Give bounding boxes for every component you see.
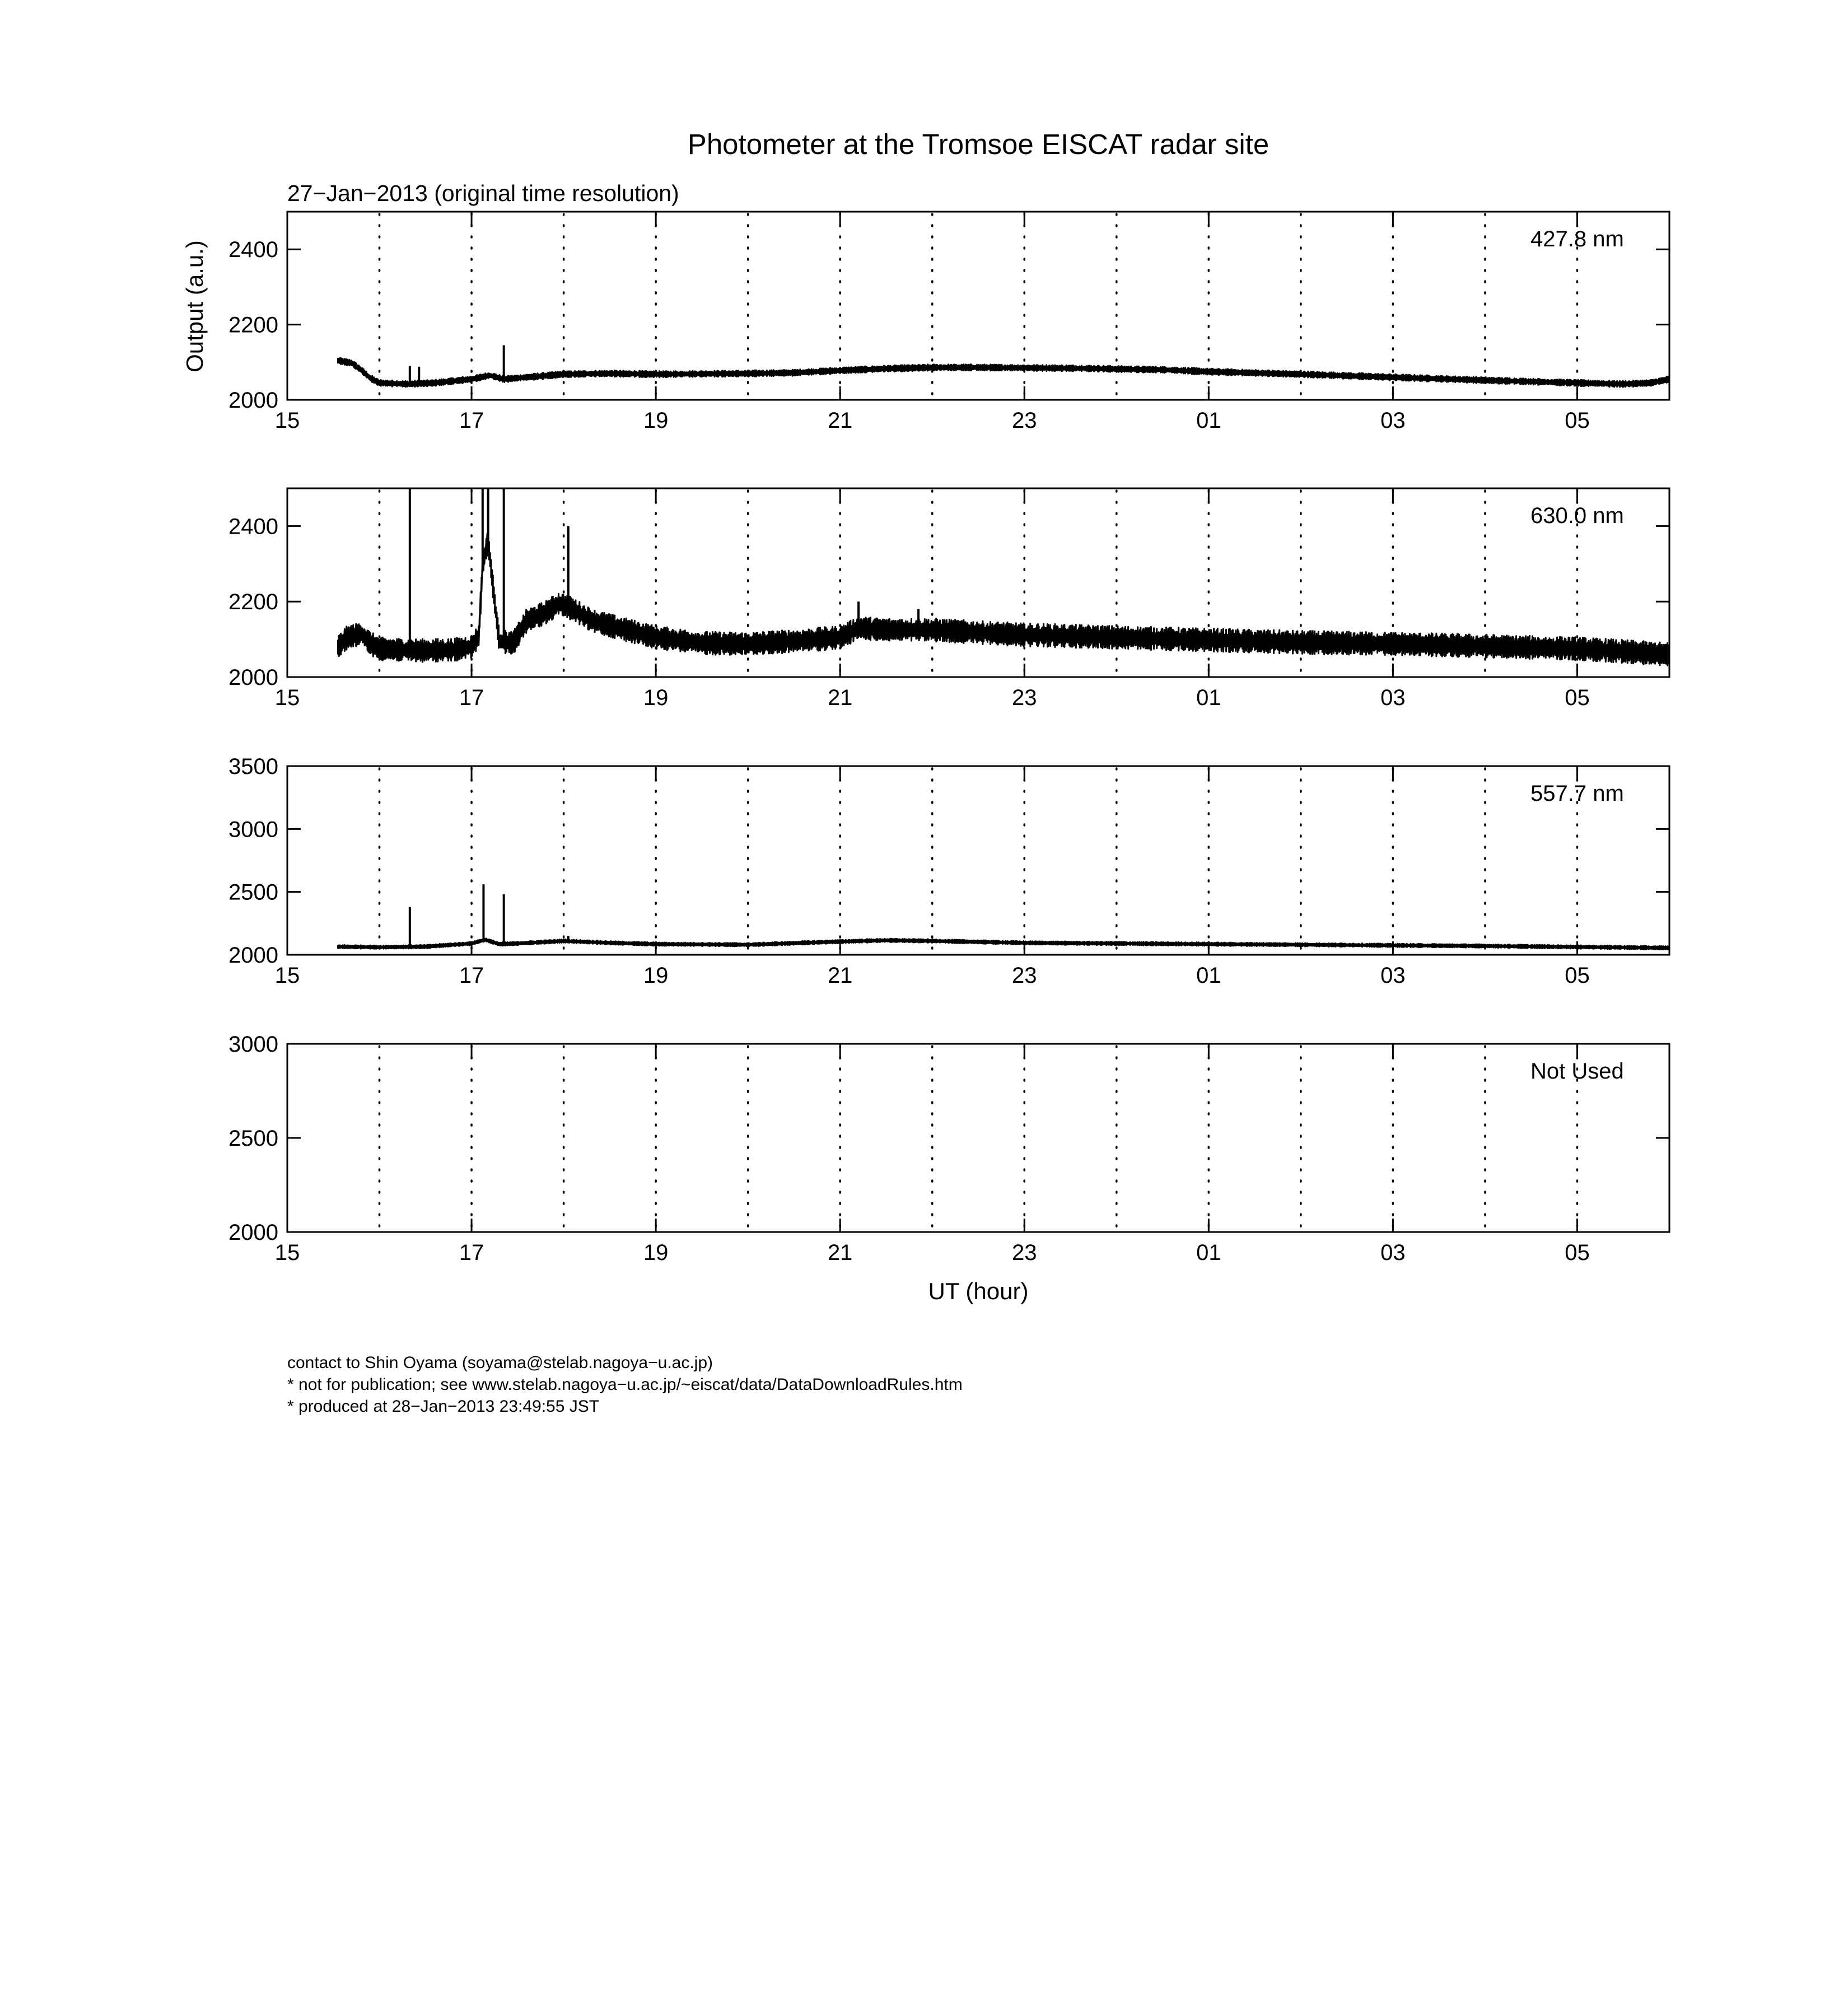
x-tick-label: 15 [274,1240,300,1265]
footer-rules: * not for publication; see www.stelab.nagoya−u.ac.jp/~eiscat/data/DataDownloadRules.htm [287,1375,963,1394]
y-tick-label: 3000 [228,817,278,842]
y-tick-label: 2400 [228,514,278,539]
panel-4 [228,1032,1669,1265]
axes-frame [287,766,1669,955]
wavelength-label: Not Used [1530,1059,1624,1084]
footer-contact: contact to Shin Oyama (soyama@stelab.nagoya−u.ac.jp) [287,1354,713,1372]
y-tick-label: 2400 [228,237,278,263]
x-tick-label: 23 [1012,408,1037,433]
y-tick-label: 2200 [228,312,278,338]
axes-frame [287,1044,1669,1232]
y-tick-label: 2200 [228,590,278,615]
x-tick-label: 05 [1565,1240,1590,1265]
x-tick-label: 15 [274,963,300,988]
y-tick-label: 2000 [228,943,278,968]
wavelength-label: 630.0 nm [1530,503,1624,528]
x-tick-label: 05 [1565,685,1590,710]
x-tick-label: 17 [459,1240,484,1265]
series-trace [338,534,1670,665]
footer-produced: * produced at 28−Jan−2013 23:49:55 JST [287,1397,600,1416]
x-tick-label: 01 [1196,685,1221,710]
y-tick-label: 2000 [228,1220,278,1245]
x-axis-label: UT (hour) [928,1278,1029,1304]
x-tick-label: 03 [1380,408,1406,433]
x-tick-label: 21 [827,963,853,988]
y-tick-label: 2000 [228,665,278,690]
x-tick-label: 21 [827,408,853,433]
wavelength-label: 557.7 nm [1530,781,1624,806]
x-tick-label: 23 [1012,1240,1037,1265]
x-tick-label: 05 [1565,963,1590,988]
y-axis-label: Output (a.u.) [181,240,208,372]
y-tick-label: 2500 [228,1126,278,1151]
x-tick-label: 05 [1565,408,1590,433]
panel-3 [228,754,1669,988]
panel-1 [228,212,1669,433]
y-tick-label: 2500 [228,880,278,905]
y-tick-label: 2000 [228,388,278,413]
x-tick-label: 03 [1380,1240,1406,1265]
x-tick-label: 19 [643,963,669,988]
axes-frame [287,212,1669,400]
figure-subtitle: 27−Jan−2013 (original time resolution) [287,180,679,206]
x-tick-label: 01 [1196,408,1221,433]
x-tick-label: 19 [643,1240,669,1265]
x-tick-label: 03 [1380,963,1406,988]
y-tick-label: 3000 [228,1032,278,1057]
x-tick-label: 01 [1196,1240,1221,1265]
panel-2 [228,488,1669,710]
x-tick-label: 01 [1196,963,1221,988]
figure-title: Photometer at the Tromsoe EISCAT radar site [687,128,1270,160]
x-tick-label: 03 [1380,685,1406,710]
y-tick-label: 3500 [228,754,278,779]
x-tick-label: 23 [1012,963,1037,988]
x-tick-label: 21 [827,685,853,710]
wavelength-label: 427.8 nm [1530,227,1624,251]
x-tick-label: 15 [274,685,300,710]
panels [228,212,1669,1265]
x-tick-label: 21 [827,1240,853,1265]
x-tick-label: 19 [643,685,669,710]
x-tick-label: 17 [459,408,484,433]
series-trace [338,939,1670,950]
series-trace [338,358,1670,387]
x-tick-label: 15 [274,408,300,433]
x-tick-label: 17 [459,685,484,710]
x-tick-label: 23 [1012,685,1037,710]
x-tick-label: 19 [643,408,669,433]
x-tick-label: 17 [459,963,484,988]
